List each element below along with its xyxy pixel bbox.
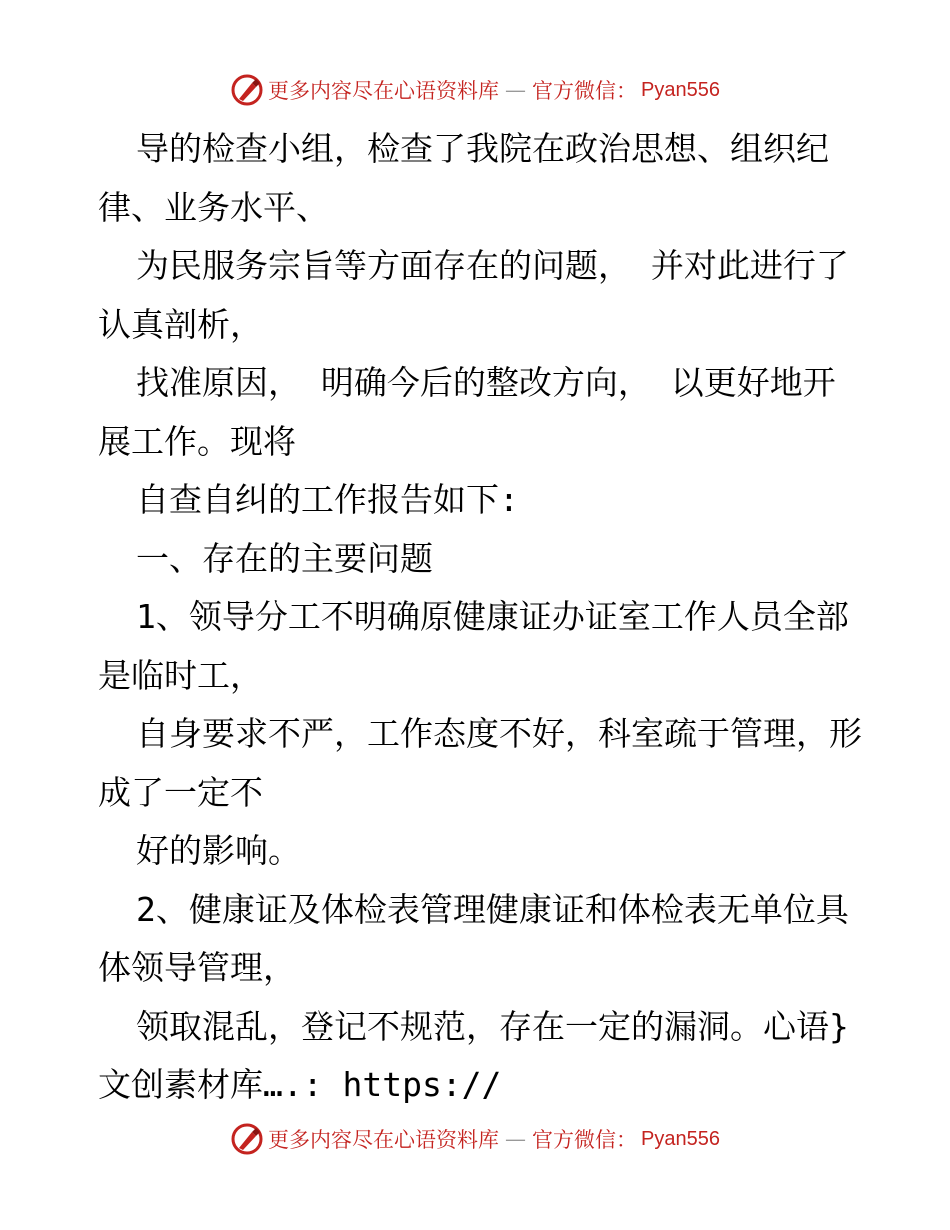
paragraph: 导的检查小组，检查了我院在政治思想、组织纪律、业务水平、 xyxy=(98,129,829,227)
footer-banner xyxy=(0,1119,950,1159)
banner-separator: — xyxy=(505,78,527,102)
paragraph: 自身要求不严，工作态度不好，科室疏于管理，形成了一定不 xyxy=(98,714,862,812)
banner-text: 更多内容尽在心语资料库 xyxy=(268,1128,500,1152)
paragraph: 2、健康证及体检表管理健康证和体检表无单位具体领导管理， xyxy=(98,889,849,987)
wechat-account: Pyan556 xyxy=(641,1127,720,1150)
paragraph: 1、领导分工不明确原健康证办证室工作人员全部是临时工， xyxy=(98,597,849,695)
fountain-pen-logo-icon xyxy=(230,73,264,107)
wechat-account: Pyan556 xyxy=(641,78,720,101)
paragraph: 自查自纠的工作报告如下: xyxy=(136,480,519,519)
paragraph: 为民服务宗旨等方面存在的问题， 并对此进行了认真剖析， xyxy=(98,246,849,344)
header-banner xyxy=(0,70,950,110)
paragraph: 找准原因， 明确今后的整改方向， 以更好地开展工作。现将 xyxy=(98,363,836,461)
wechat-label: 官方微信： xyxy=(532,79,638,103)
banner-text: 更多内容尽在心语资料库 xyxy=(268,79,500,103)
banner-separator: — xyxy=(505,1127,527,1151)
fountain-pen-logo-icon xyxy=(230,1122,264,1156)
document-body xyxy=(98,120,868,1115)
paragraph: 好的影响。 xyxy=(136,831,301,870)
wechat-label: 官方微信： xyxy=(532,1128,638,1152)
paragraph: 领取混乱，登记不规范，存在一定的漏洞。心语}文创素材库….: https:// xyxy=(98,1006,849,1104)
section-heading: 一、存在的主要问题 xyxy=(136,538,433,578)
